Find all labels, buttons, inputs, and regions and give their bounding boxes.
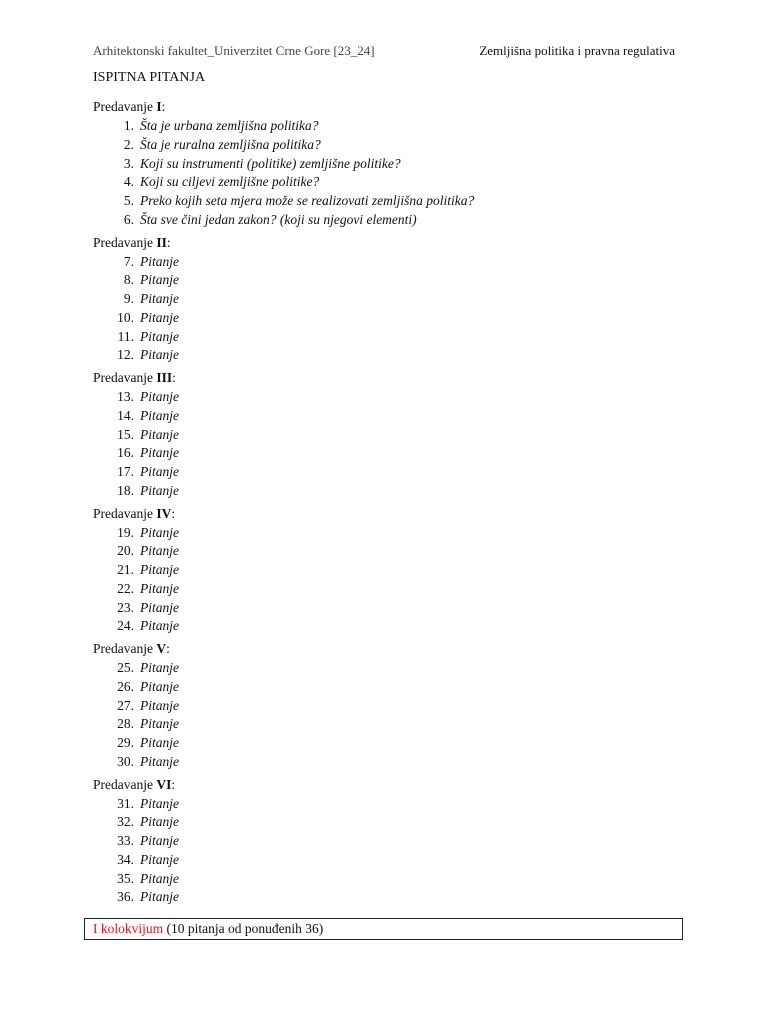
question-item xyxy=(93,271,683,290)
question-item xyxy=(93,888,683,907)
question-item xyxy=(93,734,683,753)
question-text: Pitanje xyxy=(140,678,179,694)
lecture-number: VI xyxy=(156,776,172,792)
question-item xyxy=(93,426,683,445)
question-item xyxy=(93,813,683,832)
question-number: 14. xyxy=(117,407,134,423)
question-number: 2. xyxy=(123,136,134,152)
document-title: ISPITNA PITANJA xyxy=(93,70,206,85)
question-item xyxy=(93,832,683,851)
question-text: Šta je ruralna zemljišna politika? xyxy=(140,136,321,152)
question-item xyxy=(93,346,683,365)
question-text: Pitanje xyxy=(140,328,179,344)
question-number: 31. xyxy=(117,795,134,811)
question-list xyxy=(93,524,683,637)
question-text: Pitanje xyxy=(140,562,179,577)
question-number: 11. xyxy=(117,328,134,344)
lecture-heading-suffix: : xyxy=(166,641,170,656)
question-item xyxy=(93,444,683,463)
question-text: Pitanje xyxy=(140,309,179,325)
question-item xyxy=(93,617,683,636)
question-item xyxy=(93,599,683,618)
question-item xyxy=(93,407,683,426)
lecture-heading-prefix: Predavanje xyxy=(93,505,157,521)
question-number: 28. xyxy=(117,716,134,732)
question-item xyxy=(93,463,683,482)
question-number: 25. xyxy=(117,660,134,675)
question-item xyxy=(93,524,683,543)
question-number: 13. xyxy=(117,389,134,404)
question-number: 36. xyxy=(117,889,134,905)
question-item xyxy=(93,561,683,580)
question-number: 29. xyxy=(117,735,134,750)
lecture-number: IV xyxy=(156,505,172,521)
question-number: 35. xyxy=(117,870,134,886)
lecture-heading xyxy=(93,638,683,659)
lecture-heading xyxy=(93,232,683,253)
question-text: Pitanje xyxy=(140,272,179,288)
question-item xyxy=(93,580,683,599)
question-text: Pitanje xyxy=(140,735,179,750)
lecture-heading-suffix: : xyxy=(166,234,171,250)
question-item xyxy=(93,173,683,192)
question-text: Koji su ciljevi zemljišne politike? xyxy=(140,174,320,190)
question-item xyxy=(93,659,683,678)
lecture-heading xyxy=(93,503,683,524)
question-number: 24. xyxy=(117,618,134,634)
question-text: Koji su instrumenti (politike) zemljišne politike? xyxy=(140,155,401,171)
question-text: Šta sve čini jedan zakon? (koji su njegovi elementi) xyxy=(140,211,417,227)
question-item xyxy=(93,192,683,211)
lecture-section xyxy=(93,503,683,637)
question-number: 15. xyxy=(117,426,134,442)
lecture-heading xyxy=(93,774,683,795)
question-text: Pitanje xyxy=(140,253,179,269)
question-number: 26. xyxy=(117,678,134,694)
lecture-heading xyxy=(93,96,683,117)
question-text: Pitanje xyxy=(140,580,179,596)
question-number: 4. xyxy=(123,174,134,190)
question-item xyxy=(93,253,683,272)
lecture-section xyxy=(93,638,683,772)
question-number: 1. xyxy=(123,118,134,133)
lecture-number: III xyxy=(156,370,173,385)
kolokvijum-line xyxy=(85,919,682,939)
question-text: Pitanje xyxy=(140,660,179,675)
question-item xyxy=(93,851,683,870)
question-text: Preko kojih seta mjera može se realizovati zemljišna politika? xyxy=(140,193,475,208)
lecture-section xyxy=(93,367,683,501)
lecture-heading-prefix: Predavanje xyxy=(93,234,157,250)
lecture-heading-suffix: : xyxy=(161,99,166,114)
question-text: Pitanje xyxy=(140,618,179,634)
question-text: Šta je urbana zemljišna politika? xyxy=(140,118,319,133)
question-text: Pitanje xyxy=(140,347,179,363)
lecture-heading-suffix: : xyxy=(172,370,176,385)
question-item xyxy=(93,136,683,155)
kolokvijum-label: I kolokvijum xyxy=(93,921,164,936)
question-item xyxy=(93,155,683,174)
question-text: Pitanje xyxy=(140,482,179,498)
question-number: 19. xyxy=(117,524,134,540)
question-item xyxy=(93,482,683,501)
question-number: 5. xyxy=(123,193,134,208)
question-number: 12. xyxy=(117,347,134,363)
kolokvijum-box xyxy=(84,918,683,940)
question-text: Pitanje xyxy=(140,524,179,540)
question-item xyxy=(93,678,683,697)
question-text: Pitanje xyxy=(140,407,179,423)
question-number: 16. xyxy=(117,445,134,461)
lecture-section xyxy=(93,232,683,366)
lecture-heading-suffix: : xyxy=(171,505,176,521)
question-item xyxy=(93,211,683,230)
lecture-section xyxy=(93,774,683,908)
question-number: 22. xyxy=(117,580,134,596)
question-list xyxy=(93,659,683,772)
question-text: Pitanje xyxy=(140,795,179,811)
question-text: Pitanje xyxy=(140,543,179,559)
question-list xyxy=(93,253,683,366)
question-list xyxy=(93,388,683,501)
question-text: Pitanje xyxy=(140,697,179,713)
question-text: Pitanje xyxy=(140,389,179,404)
lecture-heading-suffix: : xyxy=(171,776,176,792)
question-number: 27. xyxy=(117,697,134,713)
question-item xyxy=(93,697,683,716)
question-item xyxy=(93,388,683,407)
question-number: 32. xyxy=(117,814,134,830)
question-number: 34. xyxy=(117,851,134,867)
question-item xyxy=(93,290,683,309)
lecture-number: I xyxy=(156,99,162,114)
question-text: Pitanje xyxy=(140,814,179,830)
question-number: 18. xyxy=(117,482,134,498)
question-number: 10. xyxy=(117,309,134,325)
question-text: Pitanje xyxy=(140,753,179,769)
lecture-section xyxy=(93,96,683,230)
question-number: 8. xyxy=(123,272,134,288)
question-text: Pitanje xyxy=(140,851,179,867)
question-item xyxy=(93,117,683,136)
question-item xyxy=(93,795,683,814)
question-text: Pitanje xyxy=(140,426,179,442)
kolokvijum-note: (10 pitanja od ponuđenih 36) xyxy=(163,921,324,936)
lecture-number: II xyxy=(156,234,167,250)
question-list xyxy=(93,117,683,230)
question-number: 7. xyxy=(123,253,134,269)
lecture-heading-prefix: Predavanje xyxy=(93,641,157,656)
question-item xyxy=(93,309,683,328)
question-item xyxy=(93,870,683,889)
question-number: 21. xyxy=(117,562,134,577)
question-number: 23. xyxy=(117,599,134,615)
question-text: Pitanje xyxy=(140,464,179,479)
question-item xyxy=(93,542,683,561)
question-text: Pitanje xyxy=(140,599,179,615)
question-number: 17. xyxy=(117,464,134,479)
question-number: 6. xyxy=(123,211,134,227)
question-sections xyxy=(93,96,683,909)
lecture-number: V xyxy=(156,641,167,656)
question-number: 9. xyxy=(123,291,134,306)
question-item xyxy=(93,753,683,772)
question-text: Pitanje xyxy=(140,716,179,732)
question-text: Pitanje xyxy=(140,833,179,848)
header-faculty: Arhitektonski fakultet_Univerzitet Crne Gore [23_24] xyxy=(93,43,375,58)
lecture-heading-prefix: Predavanje xyxy=(93,99,157,114)
lecture-heading-prefix: Predavanje xyxy=(93,370,157,385)
question-item xyxy=(93,715,683,734)
question-text: Pitanje xyxy=(140,445,179,461)
question-text: Pitanje xyxy=(140,870,179,886)
question-number: 30. xyxy=(117,753,134,769)
question-text: Pitanje xyxy=(140,291,179,306)
question-list xyxy=(93,795,683,908)
question-number: 33. xyxy=(117,833,134,848)
lecture-heading xyxy=(93,367,683,388)
question-text: Pitanje xyxy=(140,889,179,905)
lecture-heading-prefix: Predavanje xyxy=(93,776,157,792)
question-item xyxy=(93,328,683,347)
question-number: 20. xyxy=(117,543,134,559)
header-course: Zemljišna politika i pravna regulativa xyxy=(479,43,675,58)
question-number: 3. xyxy=(123,155,134,171)
